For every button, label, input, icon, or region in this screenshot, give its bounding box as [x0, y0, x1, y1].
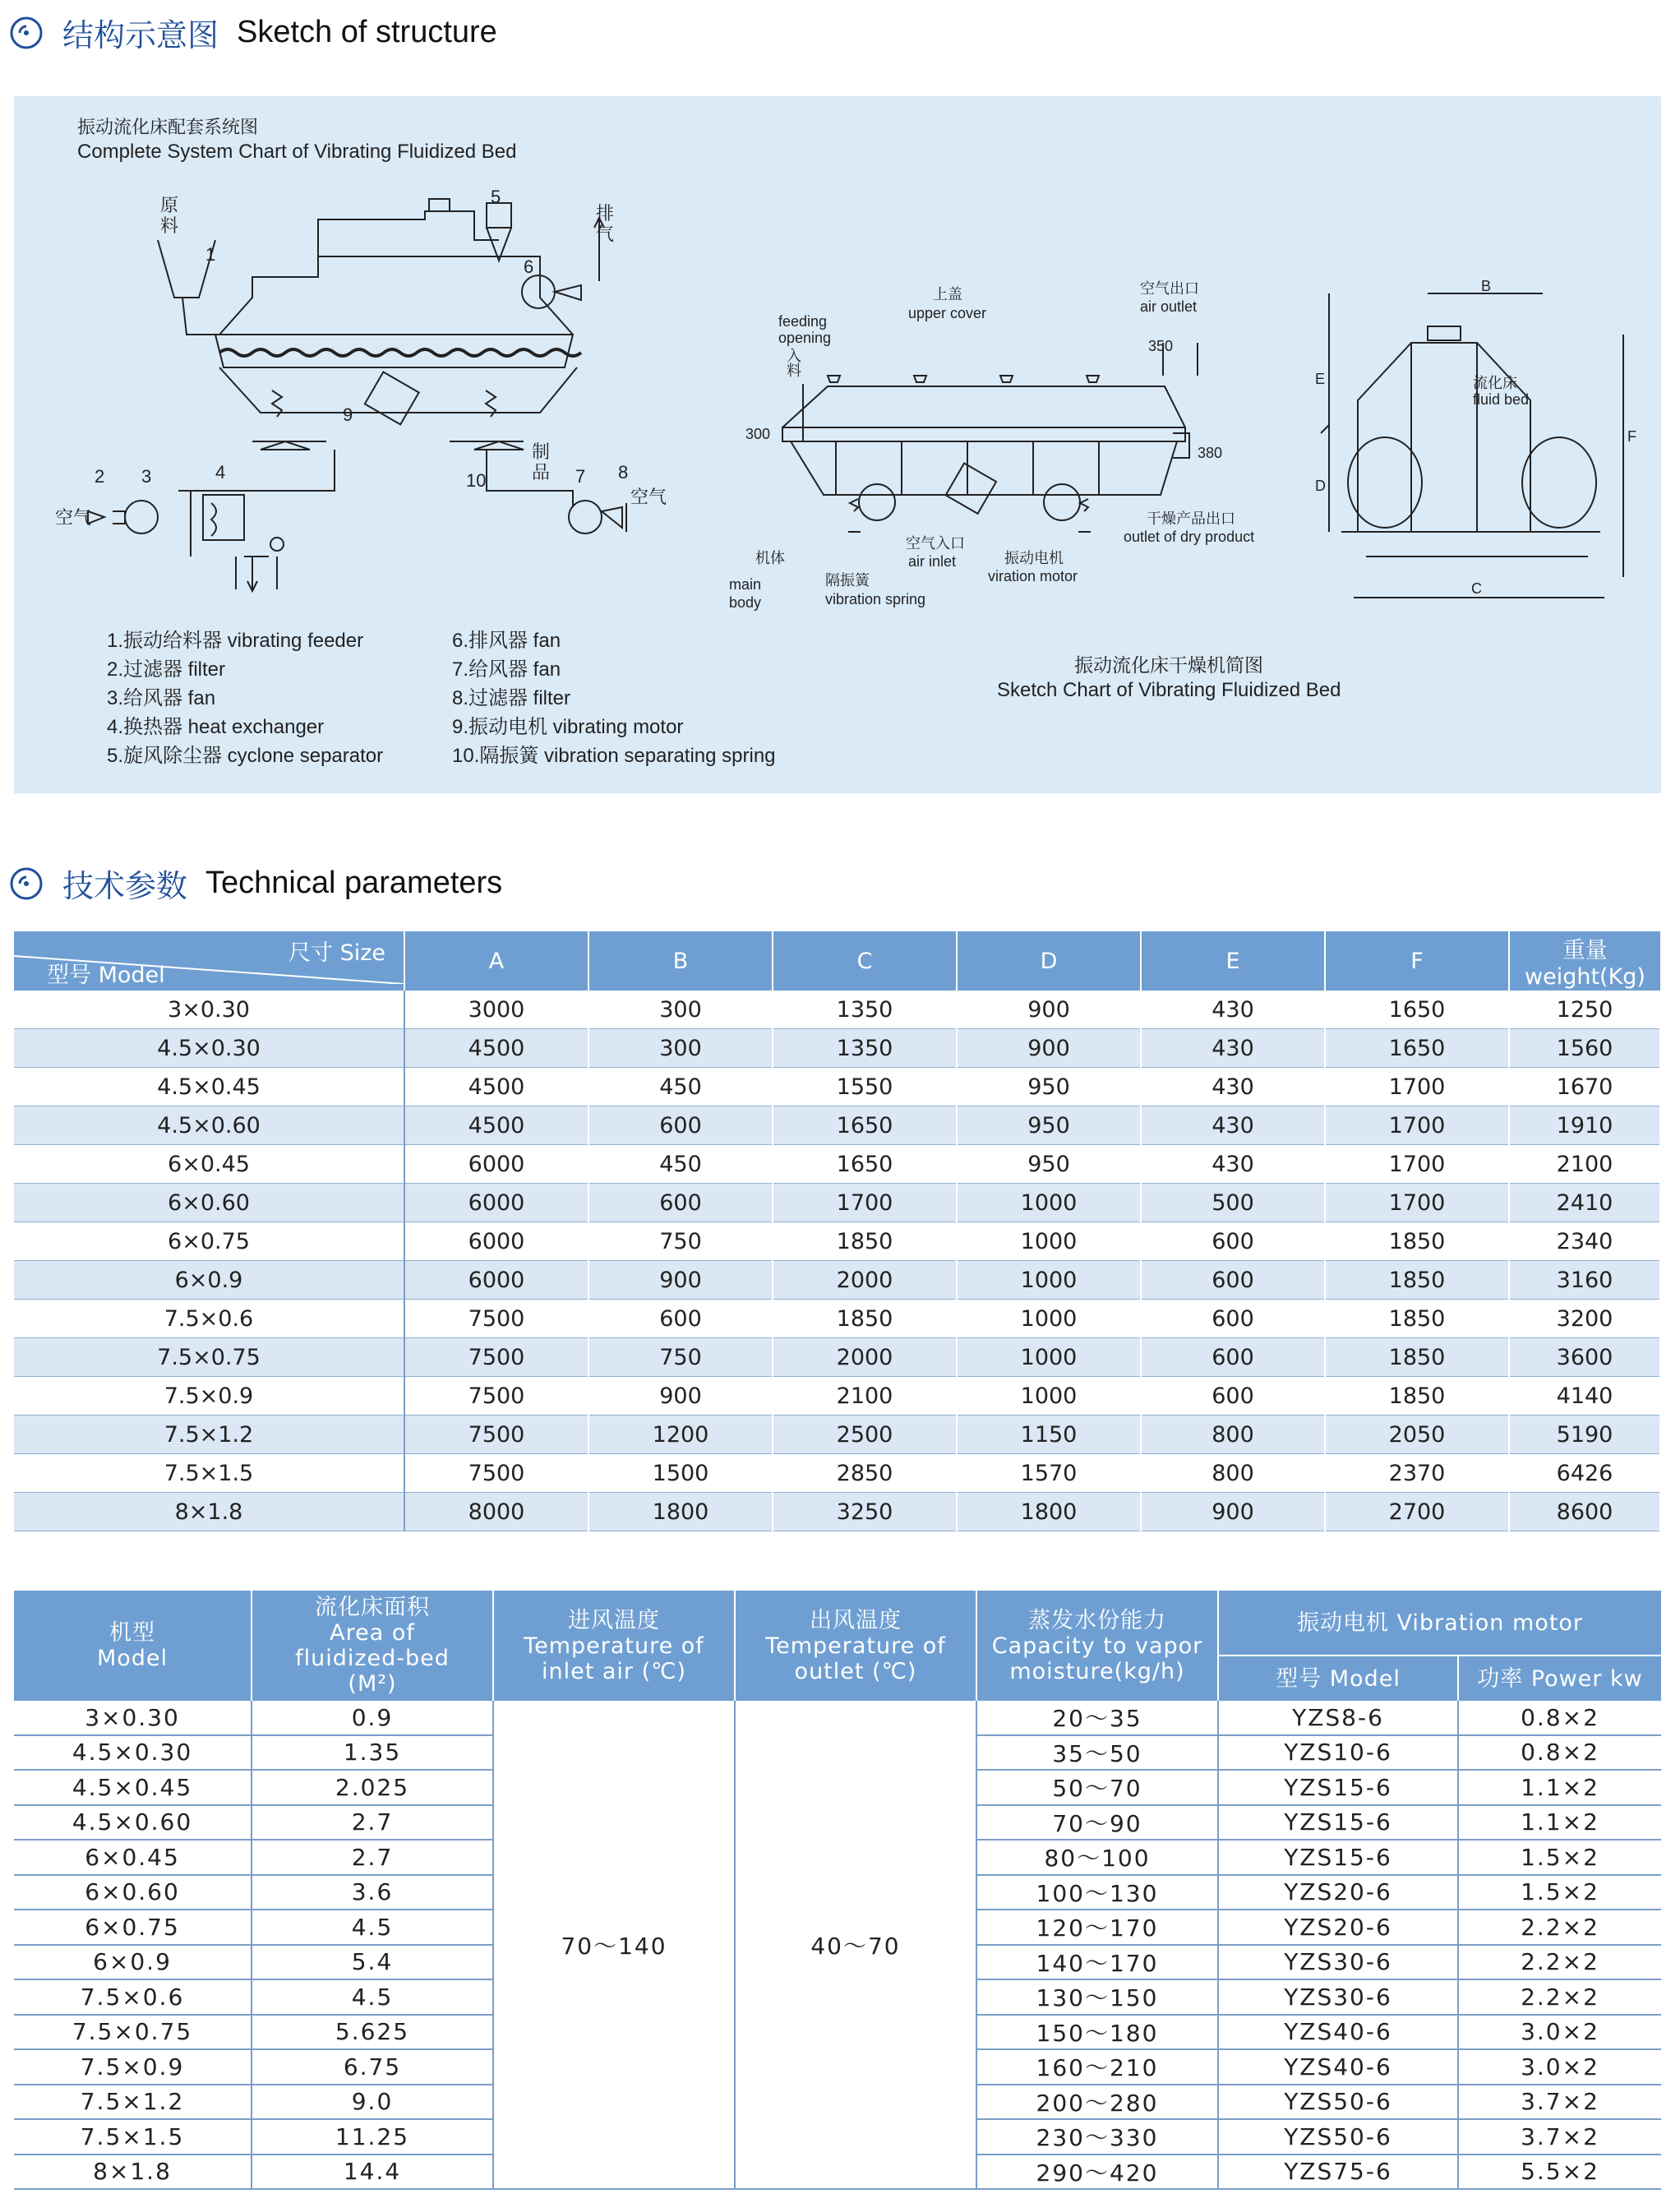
svg-text:入: 入: [787, 348, 801, 364]
performance-table: [14, 1591, 1661, 2190]
section-title-structure: [8, 10, 497, 55]
table-row: [14, 1029, 1660, 1068]
table-cell: 300: [588, 991, 773, 1029]
capacity-cell: 35～50: [976, 1735, 1218, 1771]
svg-text:air inlet: air inlet: [908, 553, 957, 570]
table-cell: 600: [588, 1300, 773, 1338]
svg-text:body: body: [729, 594, 762, 611]
table-cell: 430: [1141, 1106, 1325, 1145]
side-view-drawing: [782, 343, 1198, 532]
svg-text:viration motor: viration motor: [988, 568, 1078, 584]
model-cell: 7.5×0.75: [14, 1338, 404, 1377]
table-cell: 1650: [1325, 991, 1509, 1029]
table-cell: 1000: [957, 1300, 1141, 1338]
model-cell: 4.5×0.45: [14, 1068, 404, 1106]
svg-text:5: 5: [491, 187, 501, 207]
table-cell: 6000: [404, 1261, 588, 1300]
model-cell: 6×0.75: [14, 1910, 252, 1945]
svg-text:outlet of dry product: outlet of dry product: [1124, 529, 1255, 545]
capacity-cell: 70～90: [976, 1805, 1218, 1840]
area-cell: 2.7: [252, 1840, 493, 1875]
table-cell: 430: [1141, 1068, 1325, 1106]
svg-text:空气: 空气: [630, 487, 667, 507]
header-size: 尺寸 Size: [288, 940, 385, 966]
svg-text:品: 品: [532, 462, 551, 483]
table-cell: 2340: [1509, 1222, 1660, 1261]
model-cell: 7.5×1.2: [14, 2085, 252, 2120]
table-cell: 950: [957, 1106, 1141, 1145]
table-row: [14, 1184, 1660, 1222]
motor-model-cell: YZS75-6: [1218, 2155, 1458, 2190]
motor-power-cell: 1.5×2: [1458, 1875, 1661, 1910]
table-cell: 7500: [404, 1300, 588, 1338]
dimensions-table-body: [14, 991, 1660, 1531]
table-cell: 1910: [1509, 1106, 1660, 1145]
svg-text:2: 2: [95, 466, 105, 487]
table-cell: 450: [588, 1145, 773, 1184]
area-cell: 4.5: [252, 1910, 493, 1945]
svg-text:E: E: [1315, 371, 1326, 387]
table-cell: 3250: [773, 1493, 957, 1531]
table-cell: 1850: [773, 1222, 957, 1261]
table-cell: 1150: [957, 1416, 1141, 1454]
table-cell: 750: [588, 1222, 773, 1261]
table-cell: 600: [1141, 1377, 1325, 1416]
table-cell: 1000: [957, 1377, 1141, 1416]
table-cell: 8600: [1509, 1493, 1660, 1531]
motor-power-cell: 1.5×2: [1458, 1840, 1661, 1875]
svg-text:空气出口: 空气出口: [1140, 280, 1199, 297]
dimensions-table: [14, 931, 1661, 1531]
capacity-cell: 290～420: [976, 2155, 1218, 2190]
table-cell: 1700: [773, 1184, 957, 1222]
table-cell: 900: [588, 1377, 773, 1416]
model-cell: 7.5×1.2: [14, 1416, 404, 1454]
table-cell: 2100: [1509, 1145, 1660, 1184]
header-capacity: 蒸发水份能力 Capacity to vapor moisture(kg/h): [976, 1591, 1218, 1701]
motor-model-cell: YZS50-6: [1218, 2085, 1458, 2120]
svg-text:料: 料: [160, 215, 179, 236]
model-cell: 6×0.9: [14, 1261, 404, 1300]
capacity-cell: 140～170: [976, 1945, 1218, 1980]
table-cell: 600: [1141, 1222, 1325, 1261]
table-cell: 1800: [957, 1493, 1141, 1531]
table-cell: 3200: [1509, 1300, 1660, 1338]
motor-model-cell: YZS10-6: [1218, 1735, 1458, 1771]
column-header: 重量weight(Kg): [1509, 931, 1660, 991]
svg-text:空气入口: 空气入口: [906, 535, 965, 552]
section-title-en: Sketch of structure: [237, 15, 497, 49]
header-motor-power: 功率 Power kw: [1458, 1656, 1661, 1701]
svg-text:上盖: 上盖: [933, 286, 962, 303]
legend-item: 9.振动电机 vibrating motor: [452, 716, 684, 738]
table-row: [14, 991, 1660, 1029]
capacity-cell: 120～170: [976, 1910, 1218, 1945]
legend-item: 2.过滤器 filter: [107, 658, 226, 681]
model-cell: 6×0.60: [14, 1875, 252, 1910]
svg-text:F: F: [1627, 428, 1636, 445]
end-view-labels: [1315, 278, 1636, 597]
table-cell: 2000: [773, 1338, 957, 1377]
table-cell: 2850: [773, 1454, 957, 1493]
table-cell: 1250: [1509, 991, 1660, 1029]
svg-text:D: D: [1315, 478, 1326, 494]
section-icon: [8, 15, 44, 51]
column-header: D: [957, 931, 1141, 991]
svg-text:流化床: 流化床: [1473, 375, 1517, 391]
sketch-title-en: Sketch Chart of Vibrating Fluidized Bed: [997, 679, 1341, 701]
table-cell: 600: [588, 1106, 773, 1145]
area-cell: 14.4: [252, 2155, 493, 2190]
table-cell: 1700: [1325, 1184, 1509, 1222]
area-cell: 11.25: [252, 2119, 493, 2155]
svg-text:原: 原: [160, 195, 179, 215]
table-cell: 1570: [957, 1454, 1141, 1493]
table-cell: 800: [1141, 1416, 1325, 1454]
table-cell: 1500: [588, 1454, 773, 1493]
table-cell: 1560: [1509, 1029, 1660, 1068]
table-row: [14, 1068, 1660, 1106]
motor-power-cell: 2.2×2: [1458, 1945, 1661, 1980]
table-cell: 4500: [404, 1068, 588, 1106]
svg-text:fluid bed: fluid bed: [1473, 391, 1530, 408]
table-cell: 900: [957, 1029, 1141, 1068]
table-header-row: [14, 1591, 1661, 1656]
table-row: [14, 1300, 1660, 1338]
motor-power-cell: 1.1×2: [1458, 1805, 1661, 1840]
motor-power-cell: 2.2×2: [1458, 1910, 1661, 1945]
capacity-cell: 130～150: [976, 1979, 1218, 2015]
table-cell: 1550: [773, 1068, 957, 1106]
table-header-row: [14, 931, 1660, 991]
capacity-cell: 230～330: [976, 2119, 1218, 2155]
system-schematic: [88, 199, 629, 591]
table-cell: 1800: [588, 1493, 773, 1531]
column-header: E: [1141, 931, 1325, 991]
header-model: 型号 Model: [47, 963, 165, 988]
svg-text:6: 6: [524, 256, 534, 277]
table-cell: 5190: [1509, 1416, 1660, 1454]
outlet-temp-cell: 40～70: [735, 1701, 976, 2189]
table-row: [14, 1338, 1660, 1377]
motor-model-cell: YZS15-6: [1218, 1840, 1458, 1875]
diagram-panel: [14, 96, 1661, 793]
svg-text:main: main: [729, 576, 762, 593]
svg-text:机体: 机体: [755, 550, 785, 566]
model-cell: 6×0.75: [14, 1222, 404, 1261]
model-cell: 4.5×0.45: [14, 1770, 252, 1805]
table-cell: 430: [1141, 1145, 1325, 1184]
table-cell: 430: [1141, 1029, 1325, 1068]
header-vibration-motor: 振动电机 Vibration motor: [1218, 1591, 1661, 1656]
svg-text:380: 380: [1198, 445, 1223, 461]
svg-text:振动电机: 振动电机: [1004, 550, 1064, 566]
table-row: [14, 1454, 1660, 1493]
svg-text:C: C: [1471, 580, 1482, 597]
table-cell: 7500: [404, 1416, 588, 1454]
table-cell: 500: [1141, 1184, 1325, 1222]
area-cell: 5.625: [252, 2015, 493, 2050]
column-header: A: [404, 931, 588, 991]
section-title-en: Technical parameters: [205, 866, 503, 900]
legend-item: 1.振动给料器 vibrating feeder: [107, 630, 364, 652]
legend-item: 3.给风器 fan: [107, 687, 216, 709]
header-area: 流化床面积 Area of fluidized-bed (M²): [252, 1591, 493, 1701]
svg-text:300: 300: [745, 426, 771, 442]
svg-text:7: 7: [575, 466, 586, 487]
table-cell: 6000: [404, 1184, 588, 1222]
table-cell: 1700: [1325, 1068, 1509, 1106]
table-cell: 2050: [1325, 1416, 1509, 1454]
table-row: [14, 1493, 1660, 1531]
table-cell: 1850: [1325, 1222, 1509, 1261]
motor-model-cell: YZS40-6: [1218, 2049, 1458, 2085]
header-model-size: [14, 931, 404, 991]
svg-text:upper cover: upper cover: [908, 305, 987, 321]
sketch-title-cn: 振动流化床干燥机简图: [1074, 654, 1263, 676]
legend-right: [452, 626, 776, 770]
table-cell: 600: [1141, 1261, 1325, 1300]
table-cell: 1850: [1325, 1261, 1509, 1300]
legend-item: 6.排风器 fan: [452, 630, 561, 652]
table-cell: 1850: [1325, 1377, 1509, 1416]
table-cell: 4500: [404, 1029, 588, 1068]
svg-text:9: 9: [343, 404, 353, 425]
svg-text:feeding: feeding: [778, 313, 828, 330]
table-cell: 7500: [404, 1338, 588, 1377]
capacity-cell: 20～35: [976, 1701, 1218, 1735]
table-cell: 2700: [1325, 1493, 1509, 1531]
model-cell: 8×1.8: [14, 1493, 404, 1531]
table-cell: 950: [957, 1145, 1141, 1184]
legend-left: [107, 626, 383, 770]
table-cell: 8000: [404, 1493, 588, 1531]
model-cell: 4.5×0.30: [14, 1735, 252, 1771]
model-cell: 8×1.8: [14, 2155, 252, 2190]
model-cell: 7.5×0.75: [14, 2015, 252, 2050]
table-cell: 450: [588, 1068, 773, 1106]
table-cell: 6000: [404, 1145, 588, 1184]
model-cell: 3×0.30: [14, 991, 404, 1029]
area-cell: 6.75: [252, 2049, 493, 2085]
model-cell: 7.5×0.9: [14, 1377, 404, 1416]
table-cell: 600: [1141, 1300, 1325, 1338]
model-cell: 7.5×0.6: [14, 1979, 252, 2015]
table-cell: 6000: [404, 1222, 588, 1261]
area-cell: 1.35: [252, 1735, 493, 1771]
svg-text:气: 气: [596, 224, 615, 244]
table-cell: 1700: [1325, 1145, 1509, 1184]
table-cell: 900: [957, 991, 1141, 1029]
motor-power-cell: 3.7×2: [1458, 2085, 1661, 2120]
capacity-cell: 80～100: [976, 1840, 1218, 1875]
table-cell: 3600: [1509, 1338, 1660, 1377]
motor-power-cell: 0.8×2: [1458, 1701, 1661, 1735]
svg-text:350: 350: [1148, 338, 1174, 354]
table-cell: 2100: [773, 1377, 957, 1416]
table-cell: 4140: [1509, 1377, 1660, 1416]
table-cell: 750: [588, 1338, 773, 1377]
table-cell: 1700: [1325, 1106, 1509, 1145]
table-row: [14, 1222, 1660, 1261]
motor-model-cell: YZS15-6: [1218, 1770, 1458, 1805]
table-cell: 1000: [957, 1261, 1141, 1300]
table-cell: 3000: [404, 991, 588, 1029]
area-cell: 9.0: [252, 2085, 493, 2120]
model-cell: 6×0.45: [14, 1840, 252, 1875]
table-cell: 2410: [1509, 1184, 1660, 1222]
table-cell: 300: [588, 1029, 773, 1068]
legend-item: 4.换热器 heat exchanger: [107, 716, 325, 738]
capacity-cell: 160～210: [976, 2049, 1218, 2085]
table-cell: 2000: [773, 1261, 957, 1300]
svg-text:排: 排: [596, 203, 615, 224]
model-cell: 6×0.45: [14, 1145, 404, 1184]
motor-power-cell: 3.0×2: [1458, 2015, 1661, 2050]
motor-model-cell: YZS20-6: [1218, 1910, 1458, 1945]
svg-text:opening: opening: [778, 330, 832, 346]
table-cell: 600: [588, 1184, 773, 1222]
model-cell: 4.5×0.60: [14, 1106, 404, 1145]
capacity-cell: 150～180: [976, 2015, 1218, 2050]
table-row: [14, 1145, 1660, 1184]
table-cell: 1000: [957, 1184, 1141, 1222]
table-cell: 1200: [588, 1416, 773, 1454]
svg-text:料: 料: [787, 363, 801, 379]
model-cell: 6×0.9: [14, 1945, 252, 1980]
area-cell: 2.025: [252, 1770, 493, 1805]
table-cell: 1850: [1325, 1338, 1509, 1377]
header-model: 机型 Model: [14, 1591, 252, 1701]
motor-model-cell: YZS8-6: [1218, 1701, 1458, 1735]
section-title-cn: 技术参数: [62, 870, 188, 904]
table-row: [14, 1261, 1660, 1300]
performance-table-body: [14, 1701, 1661, 2189]
model-cell: 6×0.60: [14, 1184, 404, 1222]
svg-text:制: 制: [532, 441, 551, 462]
section-title-cn: 结构示意图: [62, 19, 219, 53]
table-cell: 1350: [773, 991, 957, 1029]
svg-text:3: 3: [141, 466, 152, 487]
table-cell: 1650: [773, 1145, 957, 1184]
table-cell: 6426: [1509, 1454, 1660, 1493]
svg-text:B: B: [1481, 278, 1492, 294]
legend-item: 7.给风器 fan: [452, 658, 561, 681]
table-row: [14, 1377, 1660, 1416]
system-title-cn: 振动流化床配套系统图: [77, 117, 259, 137]
area-cell: 2.7: [252, 1805, 493, 1840]
legend-item: 8.过滤器 filter: [452, 687, 571, 709]
svg-text:干燥产品出口: 干燥产品出口: [1147, 510, 1235, 527]
area-cell: 4.5: [252, 1979, 493, 2015]
model-cell: 7.5×1.5: [14, 2119, 252, 2155]
svg-text:air outlet: air outlet: [1140, 298, 1198, 315]
table-row: [14, 1416, 1660, 1454]
motor-power-cell: 3.0×2: [1458, 2049, 1661, 2085]
motor-power-cell: 0.8×2: [1458, 1735, 1661, 1771]
table-cell: 1850: [773, 1300, 957, 1338]
header-motor-model: 型号 Model: [1218, 1656, 1458, 1701]
end-view-drawing: [1321, 293, 1623, 598]
header-inlet-temp: 进风温度 Temperature of inlet air (℃): [493, 1591, 735, 1701]
area-cell: 5.4: [252, 1945, 493, 1980]
section-title-params: [8, 861, 502, 906]
motor-model-cell: YZS15-6: [1218, 1805, 1458, 1840]
model-cell: 4.5×0.30: [14, 1029, 404, 1068]
header-outlet-temp: 出风温度 Temperature of outlet (℃): [735, 1591, 976, 1701]
table-cell: 1000: [957, 1222, 1141, 1261]
system-title-en: Complete System Chart of Vibrating Fluidized Bed: [77, 141, 517, 163]
motor-model-cell: YZS30-6: [1218, 1945, 1458, 1980]
capacity-cell: 100～130: [976, 1875, 1218, 1910]
table-cell: 7500: [404, 1377, 588, 1416]
capacity-cell: 200～280: [976, 2085, 1218, 2120]
svg-text:4: 4: [215, 462, 226, 483]
svg-text:空气: 空气: [55, 507, 92, 528]
table-cell: 2500: [773, 1416, 957, 1454]
table-cell: 900: [588, 1261, 773, 1300]
legend-item: 10.隔振簧 vibration separating spring: [452, 745, 776, 767]
inlet-temp-cell: 70～140: [493, 1701, 735, 2189]
motor-model-cell: YZS40-6: [1218, 2015, 1458, 2050]
table-row: [14, 1106, 1660, 1145]
table-cell: 900: [1141, 1493, 1325, 1531]
table-cell: 7500: [404, 1454, 588, 1493]
svg-text:vibration spring: vibration spring: [825, 591, 926, 607]
table-cell: 4500: [404, 1106, 588, 1145]
model-cell: 7.5×1.5: [14, 1454, 404, 1493]
svg-text:1: 1: [205, 244, 216, 265]
model-cell: 3×0.30: [14, 1701, 252, 1735]
motor-power-cell: 5.5×2: [1458, 2155, 1661, 2190]
motor-model-cell: YZS30-6: [1218, 1979, 1458, 2015]
model-cell: 7.5×0.6: [14, 1300, 404, 1338]
column-header: B: [588, 931, 773, 991]
table-cell: 1650: [1325, 1029, 1509, 1068]
table-row: [14, 1701, 1661, 1735]
table-cell: 1000: [957, 1338, 1141, 1377]
table-cell: 430: [1141, 991, 1325, 1029]
svg-text:8: 8: [618, 462, 629, 483]
model-cell: 4.5×0.60: [14, 1805, 252, 1840]
table-cell: 1850: [1325, 1300, 1509, 1338]
table-cell: 1670: [1509, 1068, 1660, 1106]
table-cell: 950: [957, 1068, 1141, 1106]
motor-power-cell: 2.2×2: [1458, 1979, 1661, 2015]
table-cell: 3160: [1509, 1261, 1660, 1300]
svg-text:10: 10: [466, 470, 487, 491]
motor-model-cell: YZS50-6: [1218, 2119, 1458, 2155]
area-cell: 3.6: [252, 1875, 493, 1910]
capacity-cell: 50～70: [976, 1770, 1218, 1805]
model-cell: 7.5×0.9: [14, 2049, 252, 2085]
column-header: F: [1325, 931, 1509, 991]
table-cell: 2370: [1325, 1454, 1509, 1493]
motor-power-cell: 3.7×2: [1458, 2119, 1661, 2155]
table-cell: 600: [1141, 1338, 1325, 1377]
table-cell: 1650: [773, 1106, 957, 1145]
legend-item: 5.旋风除尘器 cyclone separator: [107, 745, 384, 767]
table-cell: 800: [1141, 1454, 1325, 1493]
svg-text:隔振簧: 隔振簧: [825, 572, 870, 589]
motor-model-cell: YZS20-6: [1218, 1875, 1458, 1910]
table-cell: 1350: [773, 1029, 957, 1068]
section-icon: [8, 866, 44, 902]
area-cell: 0.9: [252, 1701, 493, 1735]
motor-power-cell: 1.1×2: [1458, 1770, 1661, 1805]
column-header: C: [773, 931, 957, 991]
